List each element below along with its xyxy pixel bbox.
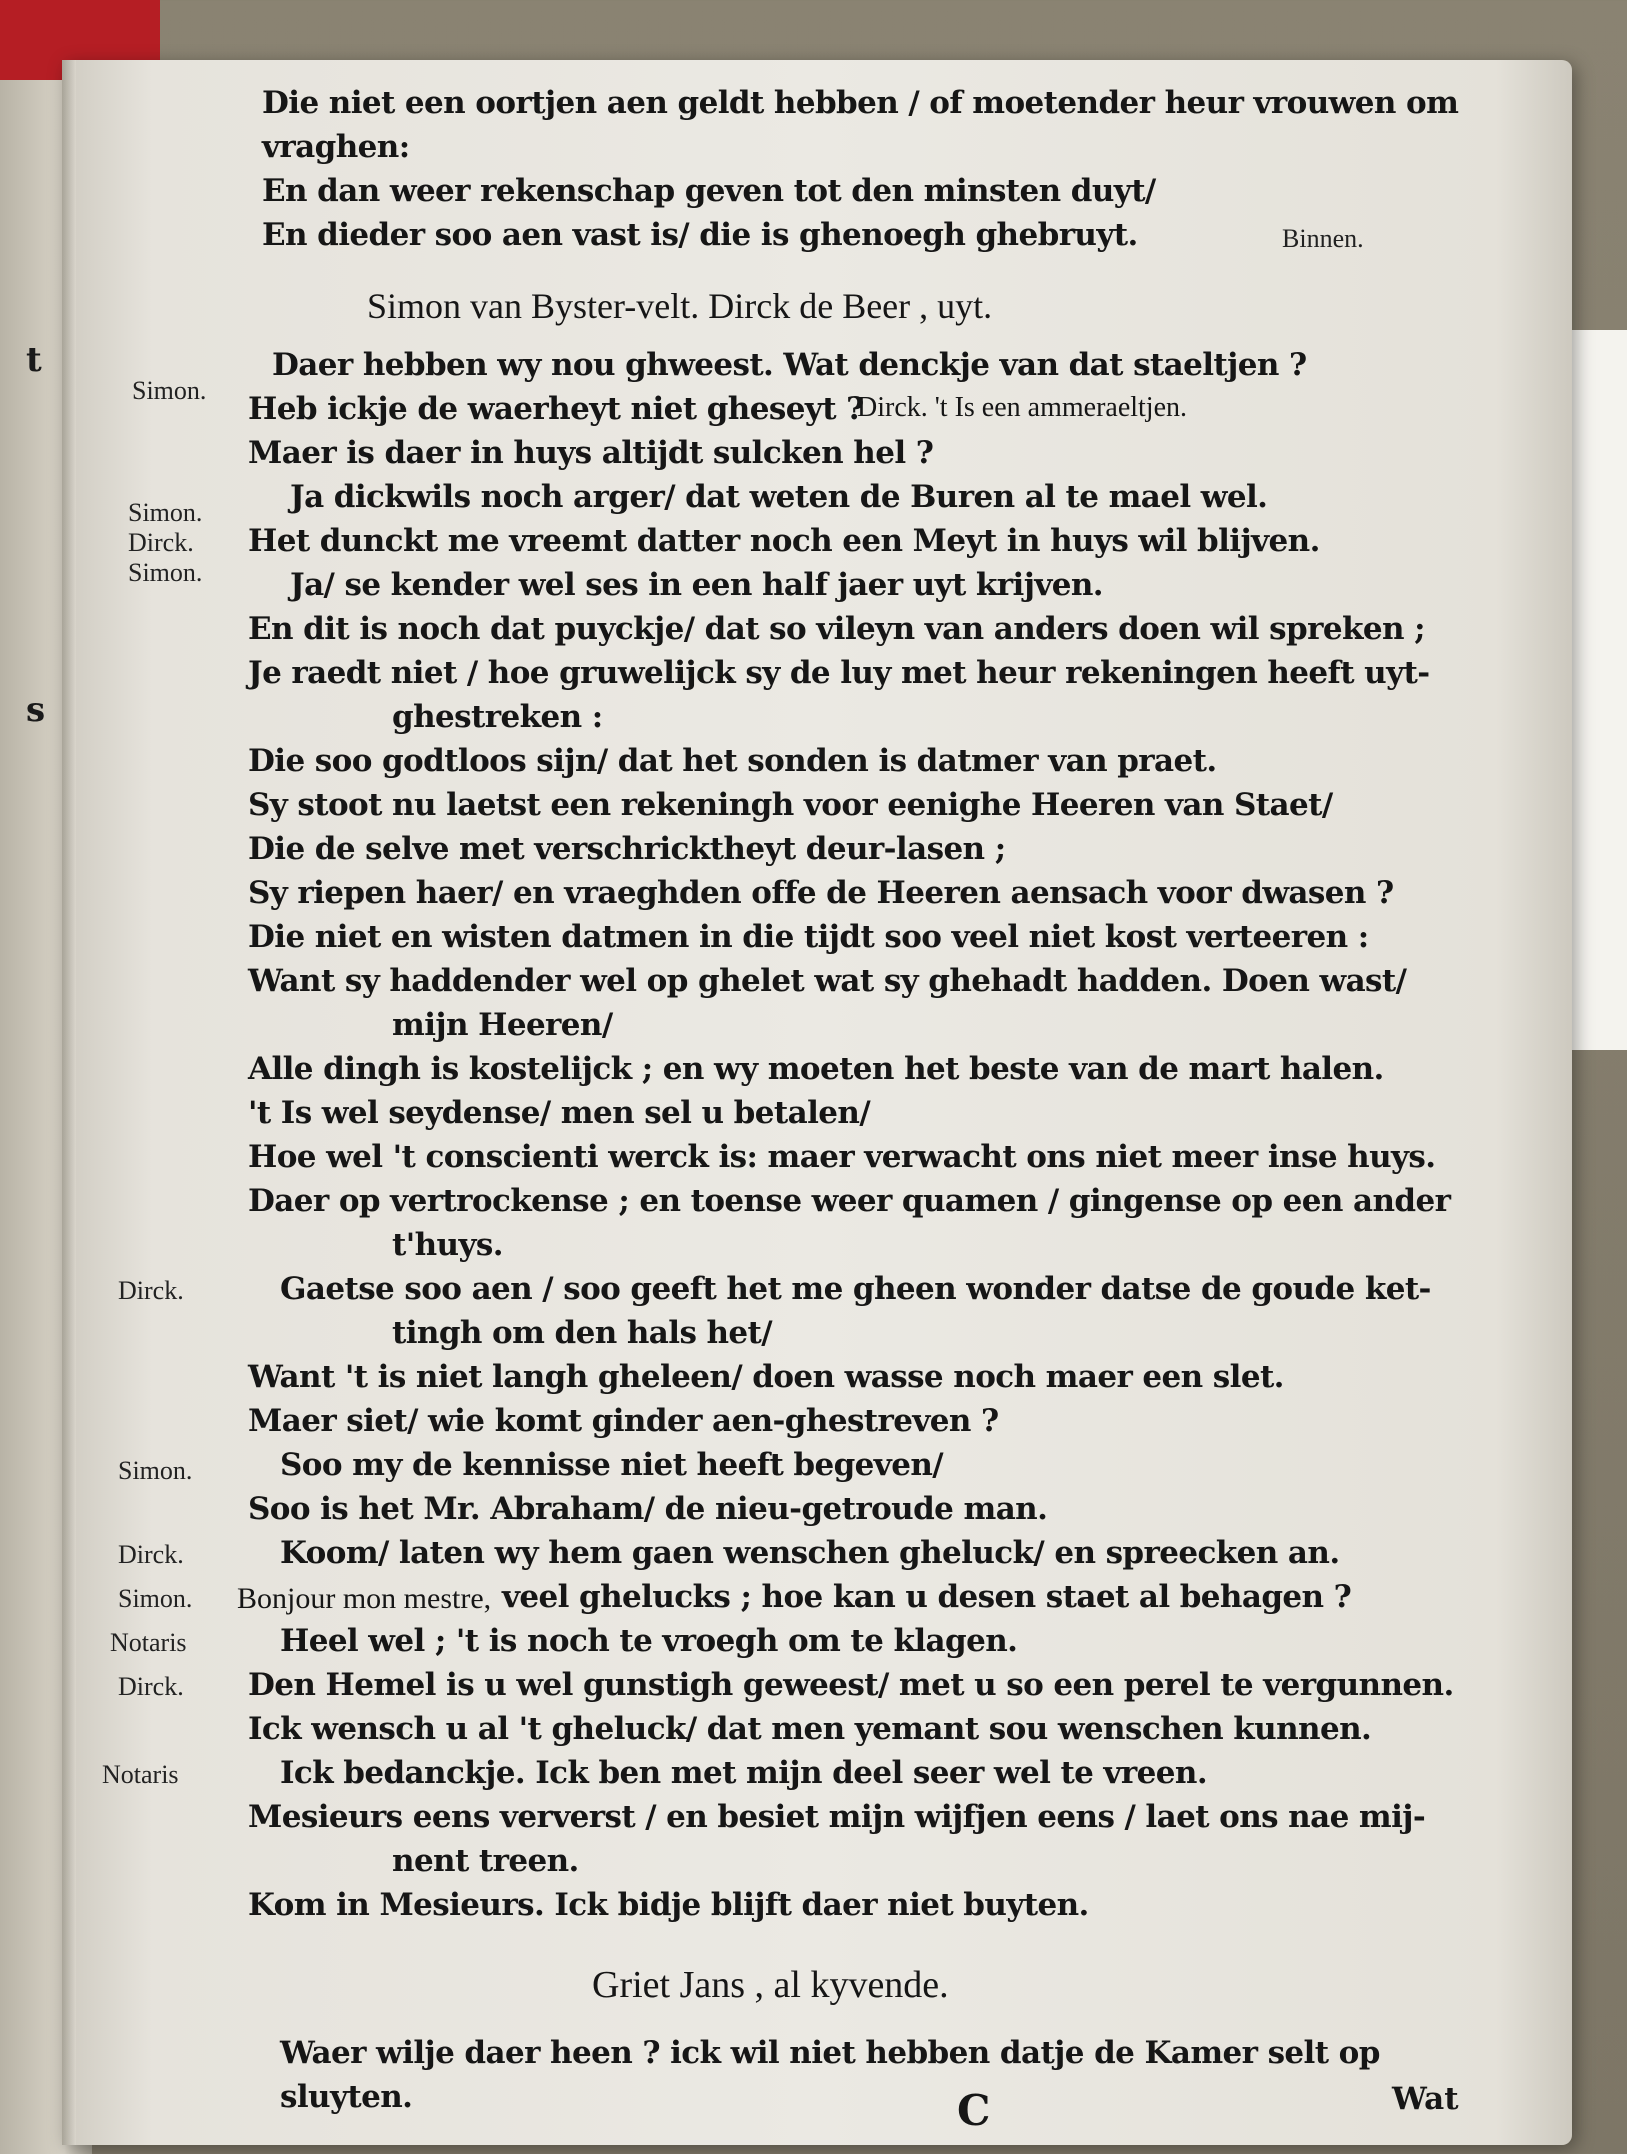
text-line: Maer is daer in huys altijdt sulcken hel ? — [248, 435, 934, 471]
text-line: Waer wilje daer heen ? ick wil niet hebben datje de Kamer selt op — [280, 2035, 1380, 2071]
speaker-label: Notaris — [110, 1628, 187, 1657]
text-line: Ick wensch u al 't gheluck/ dat men yemant sou wenschen kunnen. — [248, 1711, 1372, 1747]
text-line: Heel wel ; 't is noch te vroegh om te klagen. — [280, 1623, 1018, 1659]
text-line: Soo my de kennisse niet heeft begeven/ — [280, 1447, 943, 1483]
text-line: Sy riepen haer/ en vraeghden offe de Heeren aensach voor dwasen ? — [248, 875, 1394, 911]
text-line: Ja dickwils noch arger/ dat weten de Buren al te mael wel. — [290, 479, 1268, 515]
text-line: Het dunckt me vreemt datter noch een Meyt in huys wil blijven. — [248, 523, 1320, 559]
speaker-label: Simon. — [118, 1456, 193, 1485]
text-line: t'huys. — [392, 1227, 503, 1263]
text-line: En dan weer rekenschap geven tot den minsten duyt/ — [262, 173, 1156, 209]
text-line: Maer siet/ wie komt ginder aen-ghestreven ? — [248, 1403, 999, 1439]
text-line: Mesieurs eens ververst / en besiet mijn wijfjen eens / laet ons nae mij- — [248, 1799, 1426, 1835]
text-line: Die niet een oortjen aen geldt hebben / of moetender heur vrouwen om — [262, 85, 1459, 121]
text-line: Soo is het Mr. Abraham/ de nieu-getroude man. — [248, 1491, 1048, 1527]
speaker-label: Notaris — [102, 1760, 179, 1789]
scene-heading: Griet Jans , al kyvende. — [592, 1964, 949, 2006]
text-line: 't Is wel seydense/ men sel u betalen/ — [248, 1095, 871, 1131]
text-line: Ick bedanckje. Ick ben met mijn deel seer wel te vreen. — [280, 1755, 1208, 1791]
speaker-label: Simon. — [128, 498, 203, 527]
left-page-letter: s — [26, 690, 46, 730]
text-line: Die niet en wisten datmen in die tijdt soo veel niet kost verteeren : — [248, 919, 1369, 955]
text-line: Dirck. 't Is een ammeraeltjen. — [857, 392, 1188, 423]
text-line: sluyten. — [280, 2079, 413, 2115]
text-line: tingh om den hals het/ — [392, 1315, 772, 1351]
text-line: Ja/ se kender wel ses in een half jaer uyt krijven. — [290, 567, 1104, 603]
text-line: Daer hebben wy nou ghweest. Wat denckje van dat staeltjen ? — [272, 347, 1307, 383]
speaker-label: Simon. — [128, 558, 203, 587]
text-line: En dit is noch dat puyckje/ dat so vileyn van anders doen wil spreken ; — [248, 611, 1425, 647]
speaker-label: Dirck. — [118, 1672, 184, 1701]
stage-direction: Binnen. — [1282, 224, 1364, 253]
page-gutter — [62, 60, 76, 2145]
speaker-label: Simon. — [118, 1584, 193, 1613]
text-line: Daer op vertrockense ; en toense weer quamen / gingense op een ander — [248, 1183, 1451, 1219]
speaker-label: Dirck. — [128, 528, 194, 557]
text-line: Alle dingh is kostelijck ; en wy moeten het beste van de mart halen. — [248, 1051, 1384, 1087]
signature-mark: C — [957, 2086, 991, 2135]
text-line: mijn Heeren/ — [392, 1007, 613, 1043]
text-line: vraghen: — [262, 129, 410, 165]
scene-heading: Simon van Byster-velt. Dirck de Beer , uyt. — [367, 286, 993, 326]
text-line: Koom/ laten wy hem gaen wenschen gheluck/ en spreecken an. — [280, 1535, 1340, 1571]
text-line: En dieder soo aen vast is/ die is ghenoegh ghebruyt. — [262, 217, 1138, 253]
book-page — [62, 60, 1572, 2145]
text-line: Want sy haddender wel op ghelet wat sy ghehadt hadden. Doen wast/ — [248, 963, 1407, 999]
text-line: Die soo godtloos sijn/ dat het sonden is datmer van praet. — [248, 743, 1217, 779]
text-line: Want 't is niet langh gheleen/ doen wasse noch maer een slet. — [248, 1359, 1284, 1395]
text-line: Die de selve met verschricktheyt deur-lasen ; — [248, 831, 1006, 867]
text-line: ghestreken : — [392, 699, 603, 735]
text-line: nent treen. — [392, 1843, 579, 1879]
speaker-label: Dirck. — [118, 1276, 184, 1305]
text-line: Sy stoot nu laetst een rekeningh voor eenighe Heeren van Staet/ — [248, 787, 1333, 823]
text-line: Hoe wel 't conscienti werck is: maer verwacht ons niet meer inse huys. — [248, 1139, 1436, 1175]
speaker-label: Dirck. — [118, 1540, 184, 1569]
text-line: Bonjour mon mestre, — [237, 1582, 492, 1615]
text-line: Kom in Mesieurs. Ick bidje blijft daer niet buyten. — [248, 1887, 1089, 1923]
text-line: Gaetse soo aen / soo geeft het me gheen wonder datse de goude ket- — [280, 1271, 1431, 1307]
left-page-letter: t — [26, 340, 42, 380]
speaker-label: Simon. — [132, 376, 207, 405]
text-line: Je raedt niet / hoe gruwelijck sy de luy met heur rekeningen heeft uyt- — [248, 655, 1430, 691]
text-line: Heb ickje de waerheyt niet gheseyt ? — [248, 391, 864, 427]
text-line: veel ghelucks ; hoe kan u desen staet al behagen ? — [502, 1579, 1352, 1615]
text-line: Den Hemel is u wel gunstigh geweest/ met u so een perel te vergunnen. — [248, 1667, 1454, 1703]
catchword: Wat — [1392, 2081, 1459, 2117]
